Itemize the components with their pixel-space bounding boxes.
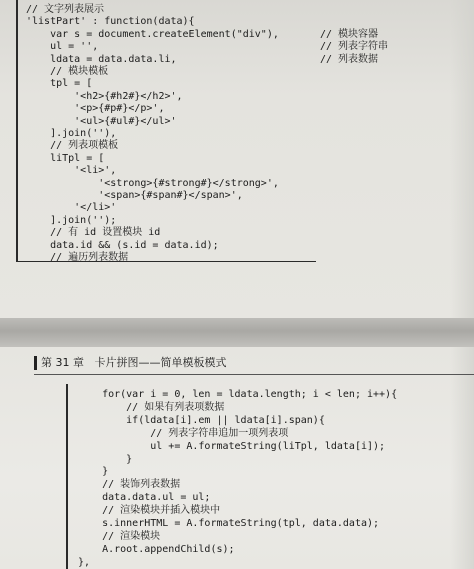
code-line: var s = document.createElement("div"), bbox=[26, 28, 279, 40]
code-line: ].join(''), bbox=[26, 128, 117, 139]
code-line: '</li>' bbox=[26, 202, 117, 214]
code-line: ul += A.formateString(liTpl, ldata[i]); bbox=[78, 440, 386, 452]
code-line: s.innerHTML = A.formateString(tpl, data.data); bbox=[78, 518, 380, 529]
code-line: '<h2>{#h2#}</h2>', bbox=[26, 90, 183, 102]
code-line: // 列表字符串追加一项列表项 bbox=[78, 427, 289, 439]
code-line: data.id && (s.id = data.id); bbox=[26, 239, 219, 251]
code-line: tpl = [ bbox=[26, 78, 93, 90]
code-comment: // 列表数据 bbox=[320, 53, 379, 65]
page-bleed-top bbox=[450, 0, 474, 318]
chapter-header-marker bbox=[34, 356, 37, 370]
code-line: ldata = data.data.li, bbox=[26, 53, 177, 65]
code-line: }, bbox=[78, 556, 91, 568]
code-line: A.root.appendChild(s); bbox=[78, 543, 235, 555]
code-line: for(var i = 0, len = ldata.length; i < len; i++){ bbox=[78, 389, 398, 400]
code-line: '<span>{#span#}</span>', bbox=[26, 190, 243, 201]
code-line: // 渲染模块 bbox=[78, 530, 161, 542]
code-line: if(ldata[i].em || ldata[i].span){ bbox=[78, 414, 325, 426]
code-comment: // 列表字符串 bbox=[320, 41, 389, 53]
code-comment: // 模块容器 bbox=[320, 28, 379, 40]
code-line: 'listPart' : function(data){ bbox=[26, 16, 195, 28]
code-line: // 列表项模板 bbox=[26, 140, 119, 152]
code-line: '<ul>{#ul#}</ul>' bbox=[26, 115, 177, 127]
book-page-bottom bbox=[0, 347, 474, 569]
code-line: // 渲染模块并插入模块中 bbox=[78, 505, 221, 517]
code-line: // 有 id 设置模块 id bbox=[26, 227, 161, 239]
code-line: '<strong>{#strong#}</strong>', bbox=[26, 177, 279, 189]
code-line: } bbox=[78, 453, 133, 465]
code-box-left-rule-top bbox=[16, 0, 18, 262]
chapter-header: 第 31 章 卡片拼图——简单模板模式 bbox=[41, 356, 227, 369]
chapter-header-rule bbox=[34, 374, 474, 375]
code-line: // 文字列表展示 bbox=[26, 4, 105, 15]
code-line: ].join(''); bbox=[26, 214, 117, 226]
code-line: '<li>', bbox=[26, 165, 117, 177]
code-line: // 如果有列表项数据 bbox=[78, 401, 225, 413]
page-gap bbox=[0, 318, 474, 347]
code-line: ul = '', bbox=[26, 41, 99, 53]
code-line: '<p>{#p#}</p>', bbox=[26, 103, 165, 115]
code-line: } bbox=[78, 466, 109, 478]
code-line: // 装饰列表数据 bbox=[78, 479, 181, 491]
code-line: data.data.ul = ul; bbox=[78, 492, 211, 504]
code-line: // 遍历列表数据 bbox=[26, 252, 129, 263]
page-bleed-bottom bbox=[450, 347, 474, 569]
code-line: liTpl = [ bbox=[26, 152, 105, 164]
code-box-left-rule-bottom bbox=[66, 384, 68, 569]
code-line: // 模块模板 bbox=[26, 66, 109, 77]
